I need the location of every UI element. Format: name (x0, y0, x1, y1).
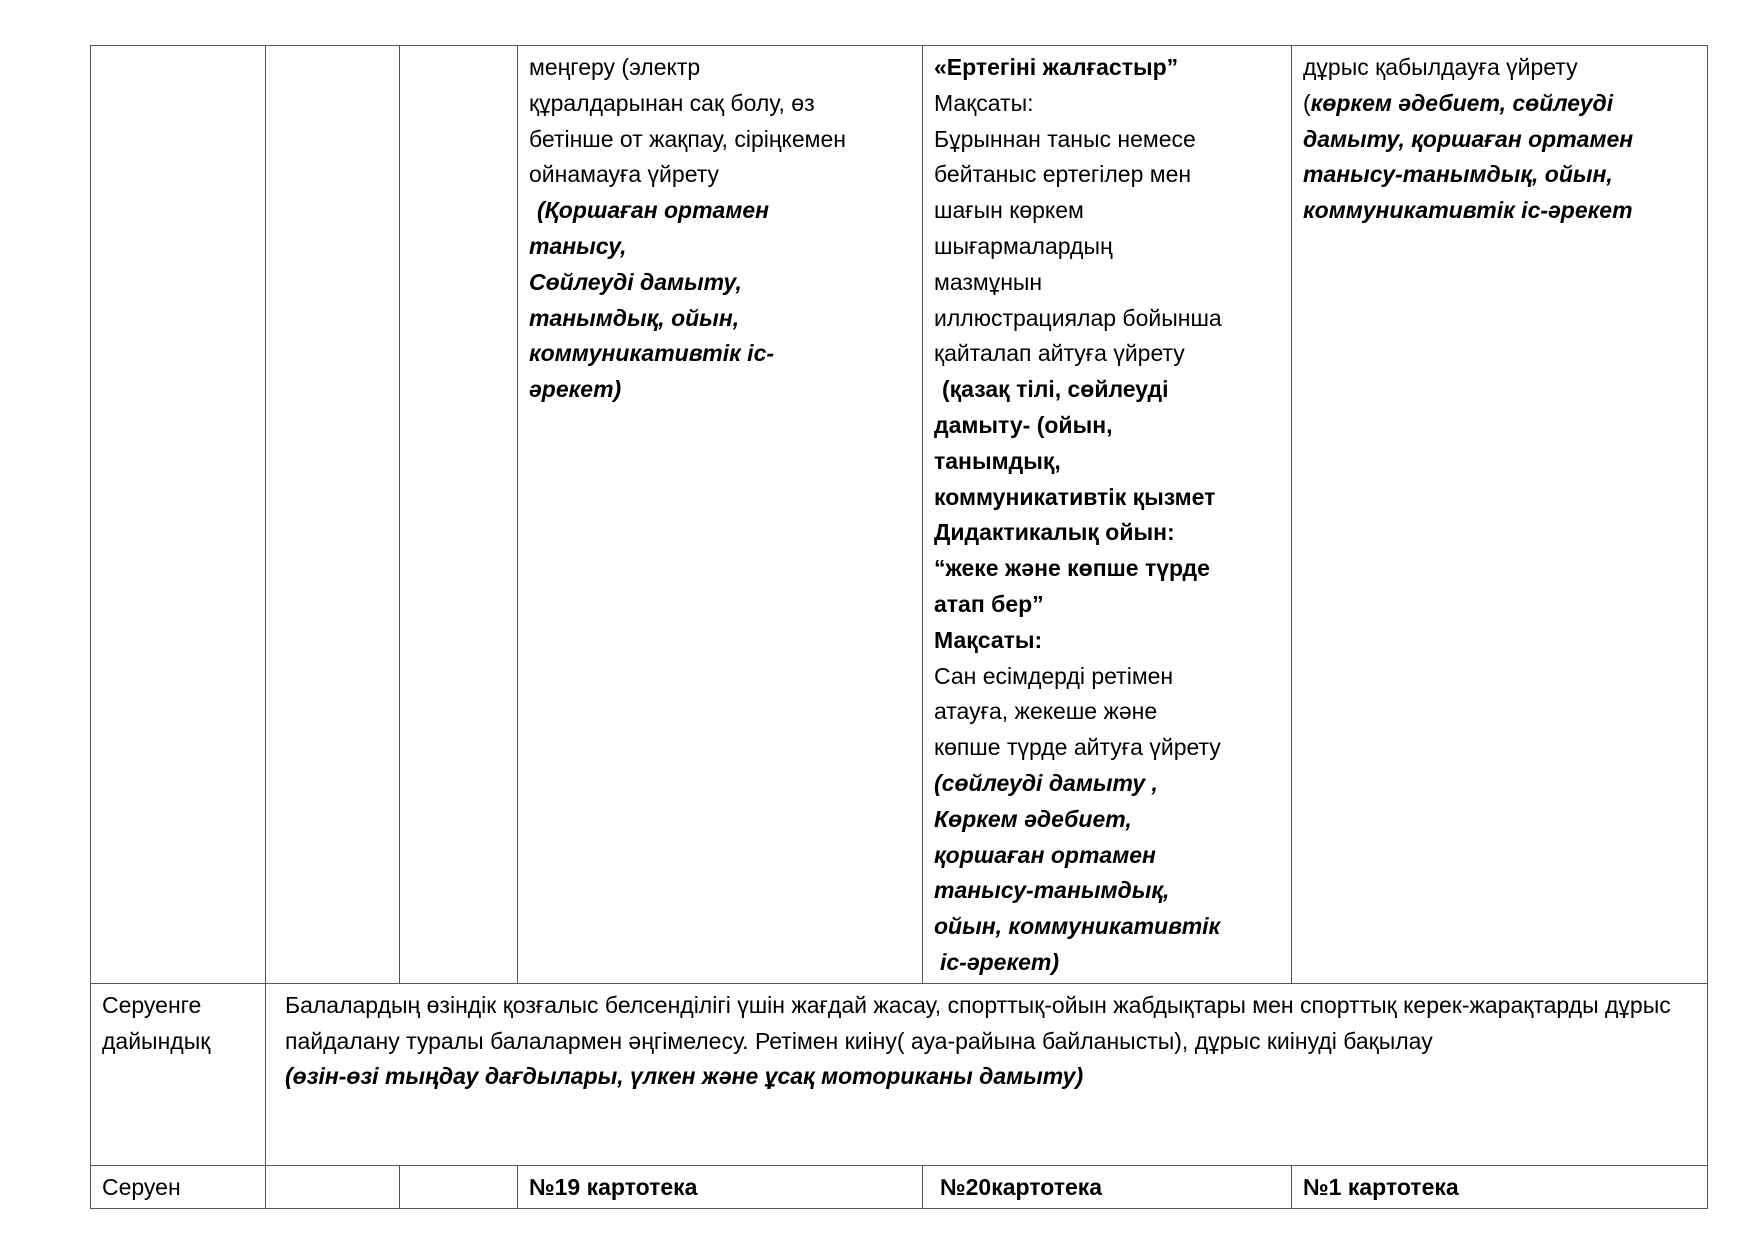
text-line: меңгеру (электр (529, 54, 701, 80)
cell-monday (266, 1165, 400, 1208)
integration-line: танысу, (529, 232, 627, 259)
walk-preparation-row (91, 983, 1708, 1165)
prep-text: Балалардың өзіндік қозғалыс белсенділігі үшін жағдай жасау, спорттық-ойын жабдықтары мен спорттық керек-жарақтарды дұрыс пайдалану туралы балалармен әңгімелесу. Ретімен киіну( ауа-райына байланысты), дұрыс киінуді бақылау (285, 991, 1671, 1054)
text-line: иллюстрациялар бойынша (934, 304, 1222, 331)
integration-line: ойын, коммуникативтік (934, 913, 1221, 940)
text-line: құралдарынан сақ болу, өз (529, 89, 815, 116)
integration-line: көркем әдебиет, сөйлеуді (1310, 89, 1614, 116)
cell-friday (1292, 1165, 1708, 1208)
cell-wednesday (518, 46, 923, 984)
activities-row (91, 46, 1708, 984)
text-line: бетінше от жақпау, сіріңкемен (529, 125, 846, 152)
integration-line: дамыту- (ойын, (934, 411, 1113, 438)
integration-line: қоршаған ортамен (934, 841, 1156, 868)
integration-line: (сөйлеуді дамыту , (934, 769, 1158, 796)
text-line: шығармалардың (934, 232, 1113, 259)
text-line: дұрыс қабылдауға үйрету (1303, 54, 1578, 80)
plan-table (90, 45, 1708, 1209)
cell-wednesday (518, 1165, 923, 1208)
integration-line: (қазақ тілі, сөйлеуді (942, 376, 1169, 403)
integration-line: коммуникативтік қызмет (934, 483, 1216, 510)
cell-section (91, 46, 266, 984)
goal-label: Мақсаты: (934, 89, 1034, 116)
cell-tuesday (400, 46, 518, 984)
cell-prep-content (266, 983, 1708, 1165)
section-label: Серуенге (102, 991, 202, 1018)
integration-line: коммуникативтік іс- (529, 340, 775, 367)
integration-line: Көркем әдебиет, (934, 805, 1132, 832)
integration-line: әрекет) (529, 376, 622, 403)
integration-line: дамыту, қоршаған ортамен (1303, 125, 1634, 152)
game2-label: Дидактикалық ойын: (934, 519, 1175, 546)
goal2-label: Мақсаты: (934, 626, 1043, 653)
game2-title: атап бер” (934, 590, 1044, 617)
game2-title: “жеке және көпше түрде (934, 555, 1210, 582)
integration-line: танысу-танымдық, (934, 877, 1170, 904)
integration-line: (Қоршаған ортамен (537, 197, 770, 224)
cell-friday (1292, 46, 1708, 984)
integration-line: танысу-танымдық, ойын, (1303, 161, 1613, 188)
text-line: көпше түрде айтуға үйрету (934, 734, 1221, 761)
integration-line: іс-әрекет) (940, 948, 1060, 975)
walk-row (91, 1165, 1708, 1208)
integration-line: танымдық, (934, 447, 1061, 474)
cell-section-label (91, 983, 266, 1165)
text-line: атауға, жекеше және (934, 698, 1158, 725)
text-line: Бұрыннан таныс немесе (934, 125, 1196, 152)
cell-thursday (923, 1165, 1292, 1208)
text-line: шағын көркем (934, 197, 1084, 224)
section-label: Серуен (102, 1173, 181, 1200)
prep-skills: (өзін-өзі тыңдау дағдылары, үлкен және ұсақ моториканы дамыту) (285, 1063, 1084, 1090)
text-line: ойнамауға үйрету (529, 161, 720, 188)
card-number: №20картотека (940, 1173, 1103, 1200)
cell-thursday (923, 46, 1292, 984)
card-number: №19 картотека (529, 1173, 698, 1200)
integration-line: танымдық, ойын, (529, 304, 740, 331)
integration-line: Сөйлеуді дамыту, (529, 268, 742, 295)
text-line: мазмұнын (934, 268, 1043, 295)
text-line: бейтаныс ертегілер мен (934, 161, 1192, 188)
cell-tuesday (400, 1165, 518, 1208)
section-label: дайындық (102, 1027, 211, 1054)
cell-section-label (91, 1165, 266, 1208)
cell-monday (266, 46, 400, 984)
game-title: «Ертегіні жалғастыр” (934, 54, 1179, 80)
text-line: қайталап айтуға үйрету (934, 340, 1185, 367)
text-line: Сан есімдерді ретімен (934, 662, 1174, 689)
integration-line: коммуникативтік іс-әрекет (1303, 197, 1633, 224)
paren-open: ( (1303, 89, 1311, 116)
card-number: №1 картотека (1303, 1173, 1459, 1200)
